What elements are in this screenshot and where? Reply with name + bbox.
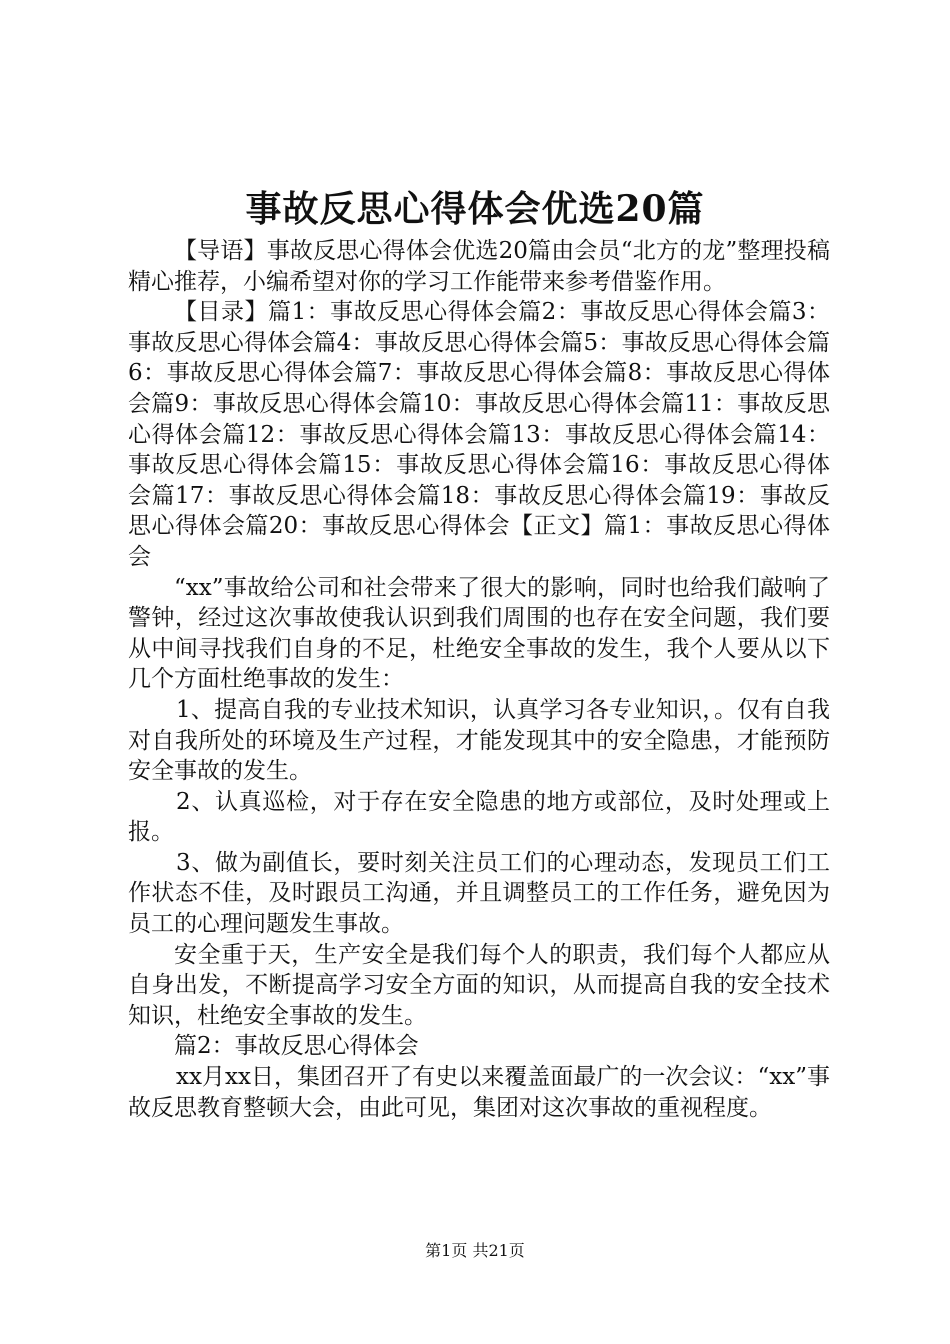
document-title: 事故反思心得体会优选20篇 xyxy=(245,188,705,230)
document-body xyxy=(128,236,830,1123)
list-item-paragraph: 2、认真巡检，对于存在安全隐患的地方或部位，及时处理或上报。 xyxy=(128,788,830,846)
page-footer: 第1页 共21页 xyxy=(425,1241,525,1260)
list-item-paragraph: 1、提高自我的专业技术知识，认真学习各专业知识，。仅有自我对自我所处的环境及生产过程，才能发现其中的安全隐患，才能预防安全事故的发生。 xyxy=(128,696,830,785)
list-item-paragraph: 3、做为副值长，要时刻关注员工们的心理动态，发现员工们工作状态不佳，及时跟员工沟通，并且调整员工的工作任务，避免因为员工的心理问题发生事故。 xyxy=(128,849,830,938)
body-paragraph: 安全重于天，生产安全是我们每个人的职责，我们每个人都应从自身出发，不断提高学习安全方面的知识，从而提高自我的安全技术知识，杜绝安全事故的发生。 xyxy=(128,941,830,1029)
body-paragraph: xx月xx日，集团召开了有史以来覆盖面最广的一次会议：“xx”事故反思教育整顿大会，由此可见，集团对这次事故的重视程度。 xyxy=(128,1064,830,1121)
toc-paragraph: 【目录】篇1：事故反思心得体会篇2：事故反思心得体会篇3：事故反思心得体会篇4：事故反思心得体会篇5：事故反思心得体会篇6：事故反思心得体会篇7：事故反思心得体会篇8：事故反思心得体会篇9：事故反思心得体会篇10：事故反思心得体会篇11：事故反思心得体会篇12：事故反思心得体会篇13：事故反思心得体会篇14：事故反思心得体会篇15：事故反思心得体会篇16：事故反思心得体会篇17：事故反思心得体会篇18：事故反思心得体会篇19：事故反思心得体会篇20：事故反思心得体会【正文】篇1：事故反思心得体会 xyxy=(128,299,830,570)
body-paragraph: “xx”事故给公司和社会带来了很大的影响，同时也给我们敲响了警钟，经过这次事故使我认识到我们周围的也存在安全问题，我们要从中间寻找我们自身的不足，杜绝安全事故的发生，我个人要从以下几个方面杜绝事故的发生： xyxy=(128,574,830,693)
section-heading: 篇2：事故反思心得体会 xyxy=(174,1033,419,1060)
intro-paragraph: 【导语】事故反思心得体会优选20篇由会员“北方的龙”整理投稿精心推荐，小编希望对你的学习工作能带来参考借鉴作用。 xyxy=(128,238,830,295)
